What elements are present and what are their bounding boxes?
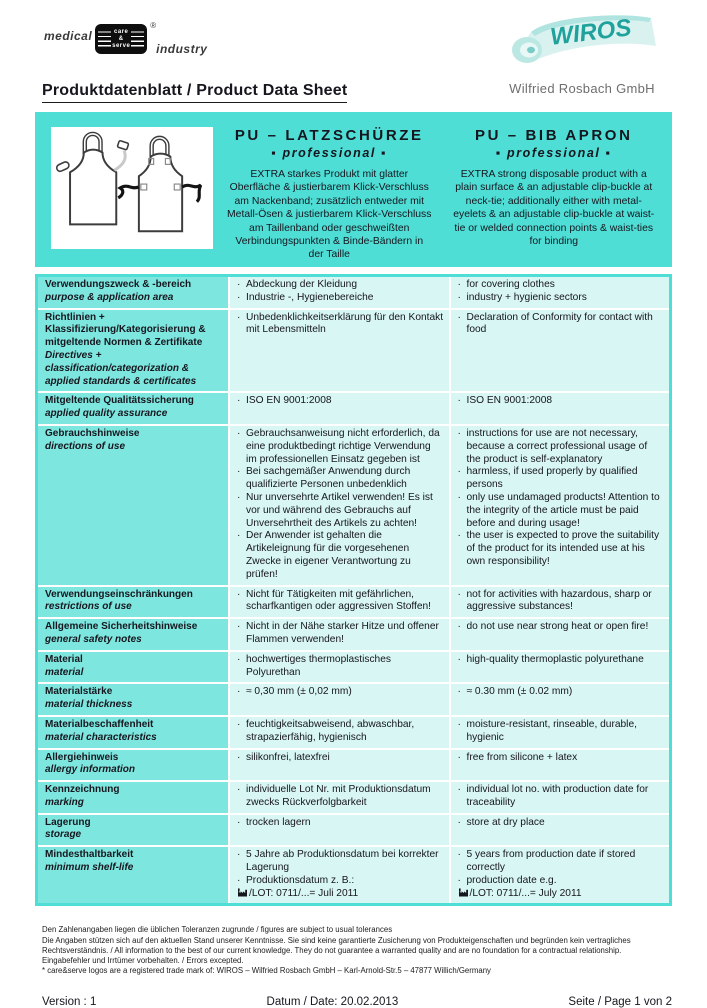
company-name: Wilfried Rosbach GmbH — [509, 81, 655, 96]
bullet-dot: · — [237, 621, 241, 633]
row-label-en: marking — [45, 796, 84, 808]
bullet-text: the user is expected to prove the suitability of the product for its intended use at his own responsibility! — [466, 530, 660, 567]
bullet-dot: · — [237, 816, 241, 828]
table-row — [38, 650, 669, 683]
bullet-text: feuchtigkeitsabweisend, abwaschbar, strapazierfähig, hygienisch — [246, 718, 415, 743]
bullet-item — [458, 492, 665, 530]
wiros-brand-text: WIROS — [548, 14, 633, 51]
row-label-en: material thickness — [45, 699, 133, 711]
specification-table — [35, 274, 672, 906]
bullet-item — [237, 530, 444, 581]
bullet-text: store at dry place — [466, 816, 545, 828]
page-title: Produktdatenblatt / Product Data Sheet — [42, 82, 347, 103]
cell-german — [228, 587, 449, 618]
bullet-item — [237, 784, 444, 810]
bullet-text: moisture-resistant, rinseable, durable, hygienic — [466, 718, 637, 743]
footnote-line: Die Angaben stützen sich auf den aktuellen Stand unserer Kenntnisse. Sie sind keine garantierte Zusicherung von Produkteigenschaften und begründen kein vertragliches Rechtsverständnis. / All information to the best of our current knowledge. They do not guarantee a warranted quality and are no foundation for a contractual relationship. — [42, 935, 631, 955]
bullet-item — [237, 589, 444, 615]
aprons-line-drawing — [53, 129, 211, 247]
version-label: Version : 1 — [42, 996, 97, 1008]
row-label — [38, 652, 228, 683]
table-row — [38, 391, 669, 424]
row-label-en: purpose & application area — [45, 291, 174, 303]
row-label-de: Richtlinien + Klassifizierung/Kategorisierung & mitgeltende Normen & Zertifikate — [45, 311, 206, 349]
cell-english — [449, 587, 670, 618]
bullet-dot: · — [237, 849, 241, 861]
legal-footnotes — [42, 925, 672, 976]
bullet-text: Nicht für Tätigkeiten mit gefährlichen, scharfkantigen oder aggressiven Stoffen! — [246, 588, 432, 613]
bullet-dot: · — [457, 874, 461, 886]
bullet-item — [237, 849, 444, 875]
row-label — [38, 847, 228, 903]
bullet-text: Industrie -, Hygienebereiche — [246, 291, 374, 303]
bullet-item — [458, 686, 665, 699]
row-label-de: Gebrauchshinweise — [45, 427, 140, 439]
product-description-de: EXTRA starkes Produkt mit glatter Oberfläche & justierbarem Klick-Verschluss am Nackenband; zusätzlich entweder mit Metall-Ösen & justierbarem Klick-Verschluss am Taillenband oder geschweißten Verbindungspunkten & Binde-Bändern in der Taille — [227, 169, 432, 261]
bullet-text: /LOT: 0711/...= Juli 2011 — [237, 888, 444, 901]
row-label-de: Mitgeltende Qualitätssicherung — [45, 395, 194, 407]
row-label-en: general safety notes — [45, 633, 142, 645]
factory-icon — [458, 888, 469, 897]
cell-german — [228, 782, 449, 813]
bullet-item — [237, 888, 444, 901]
bullet-item — [237, 492, 444, 530]
row-label — [38, 750, 228, 781]
bullet-dot: · — [237, 686, 241, 698]
care-serve-logo — [44, 21, 208, 56]
bullet-item — [237, 292, 444, 305]
bullet-text: individuelle Lot Nr. mit Produktionsdatum zwecks Rückverfolgbarkeit — [246, 784, 431, 808]
care-serve-emblem-icon — [95, 24, 147, 54]
row-label-en: material characteristics — [45, 731, 157, 743]
bullet-item — [237, 875, 444, 888]
factory-icon — [237, 888, 248, 897]
logo-text-medical: medical — [44, 29, 93, 43]
bullet-text: production date e.g. — [466, 874, 557, 886]
bullet-dot: · — [457, 816, 461, 828]
row-label-de: Kennzeichnung — [45, 784, 120, 796]
bullet-dot: · — [457, 466, 461, 478]
table-row — [38, 308, 669, 392]
bullet-text: trocken lagern — [246, 816, 311, 828]
bullet-text: Abdeckung der Kleidung — [246, 279, 358, 290]
product-subtitle-de: ▪ professional ▪ — [271, 146, 388, 160]
table-row — [38, 748, 669, 781]
row-label-de: Lagerung — [45, 816, 91, 828]
bullet-text: ISO EN 9001:2008 — [466, 395, 553, 407]
row-label — [38, 815, 228, 846]
bullet-dot: · — [457, 784, 461, 796]
cell-german — [228, 717, 449, 748]
row-label-en: Directives + classification/categorization & applied standards & certificates — [45, 349, 197, 387]
wiros-ribbon-icon — [501, 8, 663, 74]
cell-german — [228, 426, 449, 585]
footnote-line: Den Zahlenangaben liegen die üblichen Toleranzen zugrunde / figures are subject to usual tolerances — [42, 925, 393, 935]
bullet-text: silikonfrei, latexfrei — [246, 751, 330, 763]
logo-text-industry: industry — [156, 42, 208, 56]
bullet-item — [458, 428, 665, 466]
bullet-text: do not use near strong heat or open fire! — [466, 621, 649, 633]
cell-german — [228, 652, 449, 683]
cell-german — [228, 619, 449, 650]
product-title-de: PU – LATZSCHÜRZE — [234, 127, 424, 144]
bullet-item — [458, 312, 665, 338]
row-label — [38, 619, 228, 650]
bullet-item — [237, 686, 444, 699]
cell-english — [449, 426, 670, 585]
bullet-dot: · — [457, 621, 461, 633]
bullet-dot: · — [457, 491, 461, 503]
document-meta-row — [42, 996, 672, 1008]
row-label-en: material — [45, 666, 84, 678]
cell-english — [449, 393, 670, 424]
bullet-item — [458, 849, 665, 875]
bullet-dot: · — [457, 849, 461, 861]
row-label — [38, 426, 228, 585]
row-label-de: Material — [45, 653, 83, 665]
product-description-en: EXTRA strong disposable product with a plain surface & an adjustable clip-buckle at neck-tie; additionally either with metal-eyelets & an adjustable clip-buckle at waist-tie or welded connection points & waist-ties for binding — [453, 169, 655, 248]
bullet-dot: · — [457, 530, 461, 542]
bullet-text: Der Anwender ist gehalten die Artikeleignung für die vorgesehenen Zwecke in eigener Verantwortung zu prüfen! — [246, 530, 411, 580]
bullet-dot: · — [237, 491, 241, 503]
table-row — [38, 585, 669, 618]
bullet-dot: · — [237, 653, 241, 665]
bullet-item — [458, 888, 665, 901]
bullet-dot: · — [457, 751, 461, 763]
bullet-item — [237, 312, 444, 338]
bullet-dot: · — [237, 784, 241, 796]
bullet-text: Bei sachgemäßer Anwendung durch qualifizierte Personen unbedenklich — [246, 466, 411, 491]
bullet-item — [458, 817, 665, 830]
bullet-dot: · — [237, 395, 241, 407]
bullet-text: Declaration of Conformity for contact with food — [466, 311, 653, 336]
bullet-dot: · — [457, 395, 461, 407]
bullet-text: Gebrauchsanweisung nicht erforderlich, da eine produktbedingt richtige Verwendung im professionellen Einsatz gegeben ist — [246, 427, 440, 465]
bullet-text: not for activities with hazardous, sharp or aggressive substances! — [466, 588, 652, 613]
row-label-en: applied quality assurance — [45, 408, 168, 420]
bullet-item — [237, 466, 444, 492]
bullet-dot: · — [237, 427, 241, 439]
bullet-item — [458, 719, 665, 745]
bullet-item — [458, 654, 665, 667]
row-label — [38, 717, 228, 748]
table-row — [38, 424, 669, 585]
table-row — [38, 617, 669, 650]
bullet-dot: · — [457, 427, 461, 439]
row-label — [38, 277, 228, 308]
cell-german — [228, 393, 449, 424]
bullet-dot: · — [457, 291, 461, 303]
row-label-en: storage — [45, 829, 82, 841]
table-row — [38, 845, 669, 903]
row-label-en: allergy information — [45, 764, 136, 776]
page-number-label: Seite / Page 1 von 2 — [568, 996, 672, 1008]
bullet-dot: · — [237, 311, 241, 323]
bullet-text: free from silicone + latex — [466, 751, 578, 763]
cell-german — [228, 750, 449, 781]
bullet-item — [458, 752, 665, 765]
bullet-item — [237, 719, 444, 745]
bullet-text: individual lot no. with production date for traceability — [466, 784, 649, 808]
bullet-text: ≈ 0,30 mm (± 0,02 mm) — [246, 686, 352, 698]
product-column-english — [446, 127, 663, 253]
row-label-de: Allgemeine Sicherheitshinweise — [45, 621, 198, 633]
bullet-text: for covering clothes — [466, 279, 555, 290]
bullet-dot: · — [457, 311, 461, 323]
bullet-dot: · — [237, 466, 241, 478]
bullet-dot: · — [237, 530, 241, 542]
cell-german — [228, 815, 449, 846]
cell-english — [449, 652, 670, 683]
bullet-item — [458, 784, 665, 810]
row-label-en: directions of use — [45, 440, 126, 452]
bullet-text: Unbedenklichkeitserklärung für den Kontakt mit Lebensmitteln — [246, 311, 444, 336]
row-label — [38, 684, 228, 715]
cell-german — [228, 684, 449, 715]
product-header-block — [35, 112, 672, 267]
bullet-item — [237, 654, 444, 680]
bullet-text: high-quality thermoplastic polyurethane — [466, 653, 644, 665]
bullet-text: instructions for use are not necessary, because a correct professional usage of the product is self-explanatory — [466, 427, 648, 465]
bullet-item — [458, 466, 665, 492]
bullet-dot: · — [237, 874, 241, 886]
cell-english — [449, 619, 670, 650]
bullet-dot: · — [457, 653, 461, 665]
row-label-de: Mindesthaltbarkeit — [45, 849, 134, 861]
product-subtitle-en: ▪ professional ▪ — [495, 146, 612, 160]
bullet-text: Produktionsdatum z. B.: — [246, 874, 355, 886]
cell-german — [228, 847, 449, 903]
bullet-item — [458, 621, 665, 634]
row-label-de: Allergiehinweis — [45, 751, 119, 763]
bullet-item — [458, 279, 665, 292]
bullet-text: Nur unversehrte Artikel verwenden! Es ist vor und während des Gebrauchs auf Unversehrtheit des Artikels zu achten! — [246, 491, 433, 529]
bullet-item — [237, 395, 444, 408]
row-label — [38, 393, 228, 424]
product-illustration — [51, 127, 213, 249]
cell-english — [449, 277, 670, 308]
cell-english — [449, 750, 670, 781]
bullet-dot: · — [457, 588, 461, 600]
bullet-text: 5 years from production date if stored correctly — [466, 849, 636, 874]
bullet-text: /LOT: 0711/...= July 2011 — [458, 888, 665, 901]
table-row — [38, 277, 669, 308]
cell-english — [449, 717, 670, 748]
row-label-en: restrictions of use — [45, 601, 132, 613]
bullet-item — [458, 395, 665, 408]
bullet-item — [458, 875, 665, 888]
table-row — [38, 813, 669, 846]
bullet-dot: · — [237, 751, 241, 763]
bullet-text: industry + hygienic sectors — [466, 291, 587, 303]
bullet-item — [237, 817, 444, 830]
row-label-de: Materialbeschaffenheit — [45, 718, 154, 730]
bullet-item — [237, 621, 444, 647]
bullet-item — [458, 292, 665, 305]
bullet-item — [237, 279, 444, 292]
bullet-text: harmless, if used properly by qualified persons — [466, 466, 638, 491]
bullet-item — [458, 530, 665, 568]
row-label-en: minimum shelf-life — [45, 862, 134, 874]
bullet-text: 5 Jahre ab Produktionsdatum bei korrekter Lagerung — [246, 849, 439, 874]
emblem-text: care & serve — [112, 28, 131, 49]
bullet-text: hochwertiges thermoplastisches Polyurethan — [246, 653, 391, 678]
footnote-line: Eingabefehler und Irrtümer vorbehalten. / Errors excepted. — [42, 956, 244, 966]
cell-german — [228, 277, 449, 308]
bullet-dot: · — [237, 279, 241, 290]
row-label-de: Materialstärke — [45, 686, 113, 698]
table-row — [38, 715, 669, 748]
table-row — [38, 780, 669, 813]
bullet-text: Nicht in der Nähe starker Hitze und offener Flammen verwenden! — [246, 621, 439, 645]
bullet-text: ISO EN 9001:2008 — [246, 395, 332, 407]
row-label — [38, 782, 228, 813]
bullet-dot: · — [237, 588, 241, 600]
row-label — [38, 310, 228, 392]
footnote-line: * care&serve logos are a registered trade mark of: WIROS – Wilfried Rosbach GmbH – Karl-Arnold-Str.5 – 47877 Willich/Germany — [42, 966, 491, 976]
bullet-dot: · — [237, 291, 241, 303]
bullet-item — [458, 589, 665, 615]
table-row — [38, 682, 669, 715]
cell-english — [449, 782, 670, 813]
cell-english — [449, 684, 670, 715]
date-label: Datum / Date: 20.02.2013 — [266, 996, 399, 1008]
bullet-dot: · — [457, 686, 461, 698]
wiros-logo-block — [497, 8, 667, 96]
bullet-text: only use undamaged products! Attention to the integrity of the article must be paid before and during usage! — [466, 491, 660, 529]
row-label — [38, 587, 228, 618]
bullet-dot: · — [457, 279, 461, 290]
bullet-item — [237, 428, 444, 466]
row-label-de: Verwendungszweck & -bereich — [45, 279, 192, 290]
cell-english — [449, 815, 670, 846]
bullet-text: ≈ 0.30 mm (± 0.02 mm) — [466, 686, 573, 698]
row-label-de: Verwendungseinschränkungen — [45, 588, 193, 600]
bullet-item — [237, 752, 444, 765]
registered-trademark-symbol: ® — [150, 21, 157, 30]
product-column-german — [221, 127, 438, 261]
cell-english — [449, 847, 670, 903]
product-title-en: PU – BIB APRON — [474, 127, 633, 144]
cell-german — [228, 310, 449, 392]
cell-english — [449, 310, 670, 392]
bullet-dot: · — [237, 718, 241, 730]
bullet-dot: · — [457, 718, 461, 730]
page-header — [0, 0, 707, 112]
